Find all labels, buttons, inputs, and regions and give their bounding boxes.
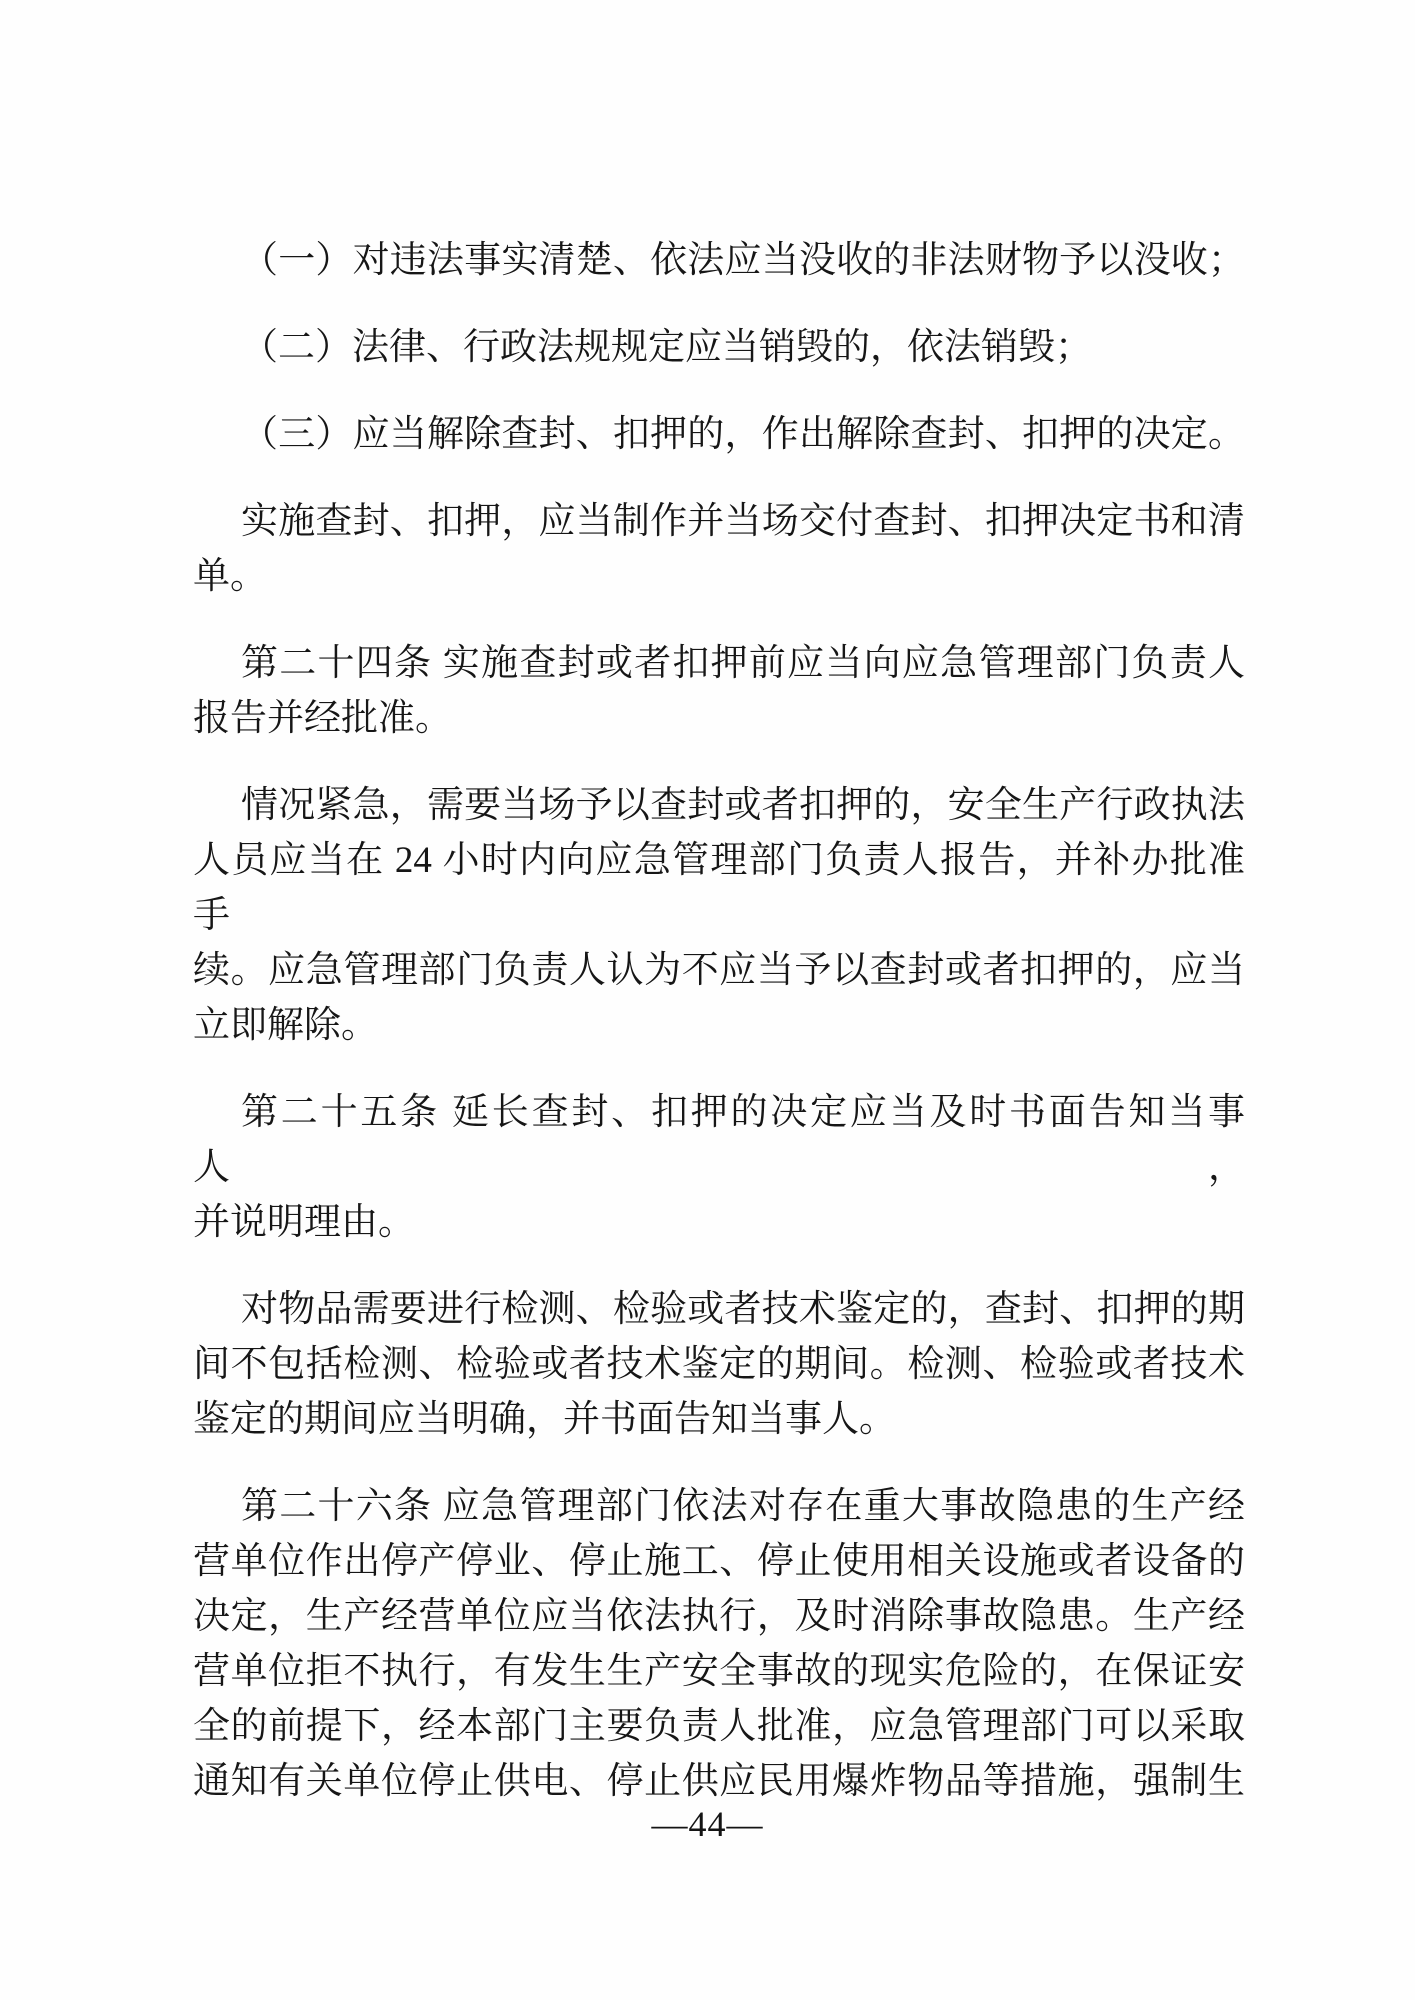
text-line: （三）应当解除查封、扣押的，作出解除查封、扣押的决定。	[241, 414, 1245, 455]
text-line: 全的前提下，经本部门主要负责人批准，应急管理部门可以采取	[193, 1706, 1245, 1747]
paragraph	[193, 1085, 1245, 1250]
text-line: 情况紧急，需要当场予以查封或者扣押的，安全生产行政执法	[241, 785, 1245, 826]
text-line: （一）对违法事实清楚、依法应当没收的非法财物予以没收；	[241, 240, 1245, 281]
text-line: 营单位拒不执行，有发生生产安全事故的现实危险的，在保证安	[193, 1651, 1245, 1692]
text-line: 鉴定的期间应当明确，并书面告知当事人。	[193, 1399, 896, 1440]
text-line: 对物品需要进行检测、检验或者技术鉴定的，查封、扣押的期	[241, 1289, 1245, 1330]
text-line: 立即解除。	[193, 1005, 378, 1046]
paragraph	[193, 778, 1245, 1053]
paragraph	[193, 494, 1245, 604]
document-body	[193, 233, 1245, 1809]
text-line: 决定，生产经营单位应当依法执行，及时消除事故隐患。生产经	[193, 1596, 1245, 1637]
paragraph	[193, 636, 1245, 746]
page-number: —44—	[651, 1804, 764, 1844]
text-line: 并说明理由。	[193, 1202, 415, 1243]
text-line: 报告并经批准。	[193, 698, 452, 739]
paragraph	[193, 407, 1245, 462]
text-line: 第二十六条 应急管理部门依法对存在重大事故隐患的生产经	[241, 1486, 1245, 1527]
text-line: （二）法律、行政法规规定应当销毁的，依法销毁；	[241, 327, 1092, 368]
text-line: 第二十五条 延长查封、扣押的决定应当及时书面告知当事人，	[193, 1092, 1245, 1188]
text-line: 人员应当在 24 小时内向应急管理部门负责人报告，并补办批准手	[193, 840, 1245, 936]
text-line: 单。	[193, 556, 267, 597]
paragraph	[193, 1479, 1245, 1809]
text-line: 营单位作出停产停业、停止施工、停止使用相关设施或者设备的	[193, 1541, 1245, 1582]
text-line: 实施查封、扣押，应当制作并当场交付查封、扣押决定书和清	[241, 501, 1245, 542]
text-line: 通知有关单位停止供电、停止供应民用爆炸物品等措施，强制生	[193, 1761, 1245, 1802]
paragraph	[193, 320, 1245, 375]
paragraph	[193, 1282, 1245, 1447]
text-line: 续。应急管理部门负责人认为不应当予以查封或者扣押的，应当	[193, 950, 1245, 991]
text-line: 第二十四条 实施查封或者扣押前应当向应急管理部门负责人	[241, 643, 1245, 684]
paragraph	[193, 233, 1245, 288]
text-line: 间不包括检测、检验或者技术鉴定的期间。检测、检验或者技术	[193, 1344, 1245, 1385]
